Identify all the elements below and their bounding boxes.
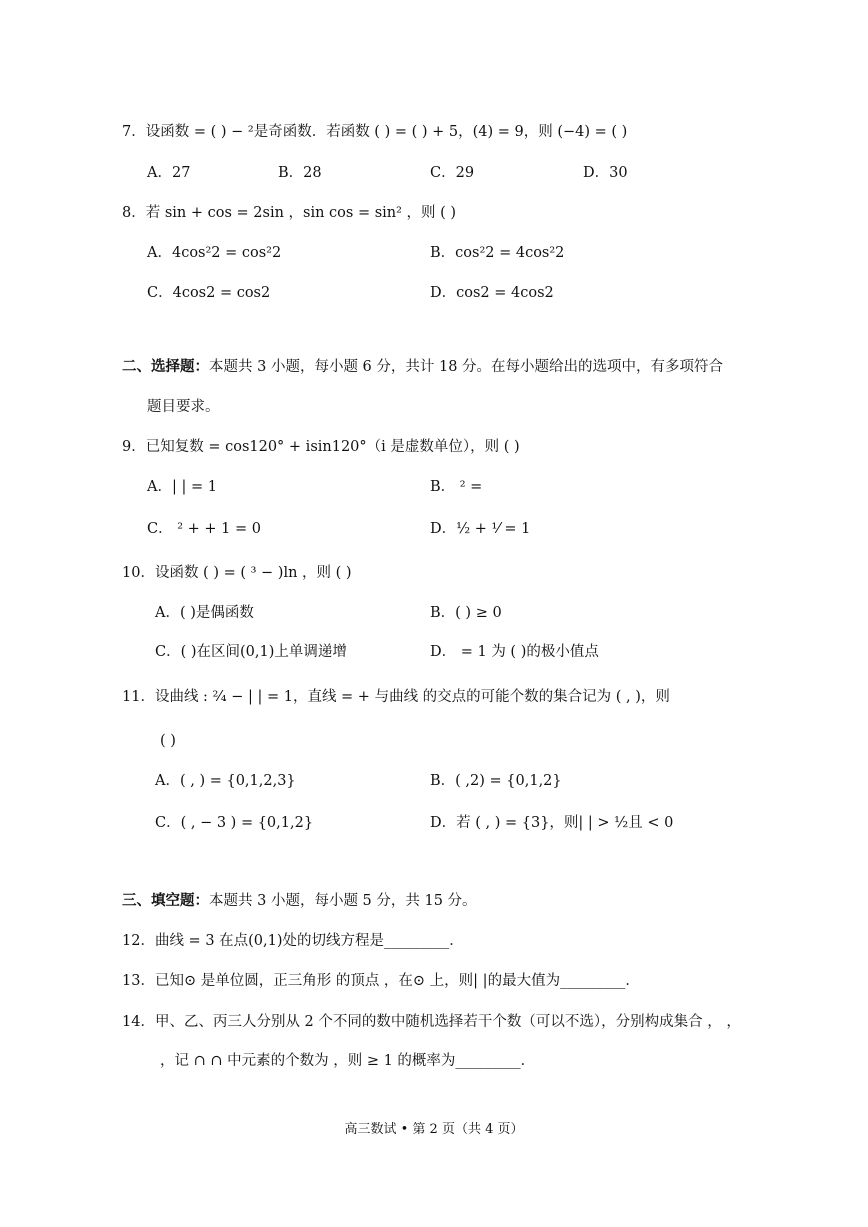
question-12-stem: 12．曲线 = 3 在点(0,1)处的切线方程是_________． [122, 933, 464, 949]
question-9-option-b: B． ² = [430, 479, 483, 495]
question-8-option-a: A．4cos²2 = cos²2 [147, 245, 282, 261]
question-14-stem-cont: ，记 ∩ ∩ 中元素的个数为 ，则 ≥ 1 的概率为_________． [160, 1053, 536, 1069]
question-7-stem: 7．设函数 = ( ) − ²是奇函数．若函数 ( ) = ( ) + 5，(4) = 9，则 (−4) = ( ) [122, 124, 628, 140]
question-10-option-d: D． = 1 为 ( )的极小值点 [430, 644, 599, 660]
question-11-stem: 11．设曲线 : ²⁄₄ − | | = 1，直线 = + 与曲线 的交点的可能个数的集合记为 ( , )，则 [122, 689, 670, 705]
question-10-option-a: A．( )是偶函数 [155, 605, 254, 621]
question-10-stem: 10．设函数 ( ) = ( ³ − )ln ，则 ( ) [122, 565, 352, 581]
question-8-stem: 8．若 sin + cos = 2sin ，sin cos = sin² ，则 ( ) [122, 205, 457, 221]
question-7-option-b: B．28 [278, 165, 322, 181]
question-11-option-a: A．( , ) = {0,1,2,3} [155, 773, 296, 789]
section-3-heading [122, 894, 477, 909]
question-7-option-c: C．29 [430, 165, 475, 181]
question-8-option-c: C．4cos2 = cos2 [147, 285, 271, 301]
question-11-option-b: B．( ,2) = {0,1,2} [430, 773, 562, 789]
section-2-heading-cont: 题目要求。 [147, 399, 220, 415]
question-11-stem-cont: ( ) [160, 733, 176, 749]
page-footer: 高三数试 • 第 2 页（共 4 页） [344, 1122, 524, 1137]
question-11-option-c: C．( , − 3 ) = {0,1,2} [155, 815, 314, 831]
question-8-option-d: D．cos2 = 4cos2 [430, 285, 554, 301]
question-10-option-b: B．( ) ≥ 0 [430, 605, 502, 621]
section-3-heading-label: 三、填空题： [122, 893, 209, 909]
question-9-stem: 9．已知复数 = cos120° + isin120°（i 是虚数单位），则 ( ) [122, 439, 520, 455]
section-2-heading [122, 360, 723, 375]
question-8-option-b: B．cos²2 = 4cos²2 [430, 245, 565, 261]
section-3-heading-text: 本题共 3 小题，每小题 5 分，共 15 分。 [209, 893, 477, 909]
question-13-stem: 13．已知⊙ 是单位圆，正三角形 的顶点 ，在⊙ 上，则| |的最大值为_________． [122, 973, 640, 989]
question-9-option-d: D．½ + ¹⁄ = 1 [430, 521, 531, 537]
question-9-option-a: A．| | = 1 [147, 479, 217, 495]
section-2-heading-text: 本题共 3 小题，每小题 6 分，共计 18 分。在每小题给出的选项中，有多项符合 [209, 359, 724, 375]
question-11-option-d: D．若 ( , ) = {3}，则| | > ½且 < 0 [430, 815, 674, 831]
question-14-stem: 14．甲、乙、丙三人分别从 2 个不同的数中随机选择若干个数（可以不选），分别构成集合 ， ， [122, 1014, 741, 1030]
question-10-option-c: C．( )在区间(0,1)上单调递增 [155, 644, 347, 660]
section-2-heading-label: 二、选择题： [122, 359, 209, 375]
question-7-option-d: D．30 [583, 165, 628, 181]
question-9-option-c: C． ² + + 1 = 0 [147, 521, 261, 537]
question-7-option-a: A．27 [147, 165, 191, 181]
